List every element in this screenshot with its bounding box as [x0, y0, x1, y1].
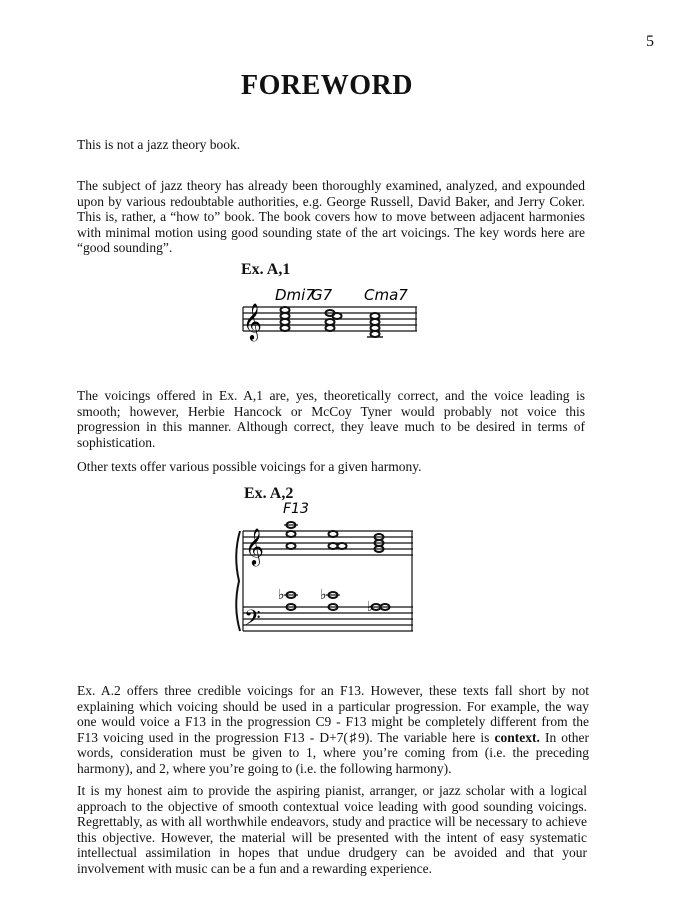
- example-a1-staff: [239, 276, 424, 346]
- paragraph-voicings: The voicings offered in Ex. A,1 are, yes, theoretically correct, and the voice leading is smooth; however, Herbie Hancock or McCoy Tyner would probably not voice this progression in this manner. Although correct, they leave much to be desired in terms of sophistication.: [77, 388, 585, 450]
- flat-icon: ♭: [320, 587, 327, 603]
- example-a1-label: Ex. A,1: [241, 261, 291, 278]
- paragraph-context-text: Ex. A.2 offers three credible voicings for an F13. However, these texts fall short by not explaining which voicing should be used in a particular progression. For example, the way one would voice a F13 in the progression C9 - F13 might be completely different from the F13 voicing used in the progression F13 - D+7(♯9). The variable here is: [77, 683, 589, 745]
- chord-symbol-g7: G7: [311, 286, 333, 304]
- paragraph-intro: This is not a jazz theory book.: [77, 137, 241, 152]
- chord-symbol-f13: F13: [283, 501, 309, 517]
- paragraph-context-text-end: In other words, consideration must be given to 1, where you’re coming from (i.e. the preceding harmony), and 2, where you’re going to (i.e. the following harmony).: [77, 729, 590, 776]
- treble-clef-icon: 𝄞: [243, 302, 262, 340]
- flat-icon: ♭: [367, 599, 374, 615]
- paragraph-subject: The subject of jazz theory has already been thoroughly examined, analyzed, and expounded upon by various redoubtable authorities, e.g. George Russell, David Baker, and Jerry Coker. This is, rather, a “how to” book. The book covers how to move between adjacent harmonies with minimal motion using good sounding state of the art voicings. The key words here are “good sounding”.: [77, 178, 585, 255]
- treble-clef-icon: 𝄞: [245, 527, 264, 565]
- chord-symbol-cma7: Cma7: [364, 286, 408, 304]
- page-number: 5: [646, 33, 654, 50]
- example-a2-grand-staff: [231, 495, 431, 645]
- paragraph-context: [77, 683, 589, 776]
- paragraph-other-texts: Other texts offer various possible voicings for a given harmony.: [77, 459, 422, 474]
- context-emphasis: context.: [494, 729, 540, 745]
- bass-clef-icon: 𝄢: [244, 606, 261, 636]
- paragraph-aim: It is my honest aim to provide the aspiring pianist, arranger, or jazz scholar with a logical approach to the objective of smooth contextual voice leading with good sounding voicings. Regrettably, as with all worthwhile endeavors, study and practice will be necessary to achieve this objective. However, the material will be presented with the intent of easy systematic intellectual assimilation in hopes that undue drudgery can be avoided and that your involvement with music can be a fun and a rewarding experience.: [77, 783, 587, 876]
- flat-icon: ♭: [278, 587, 285, 603]
- chord-symbol-dmi7: Dmi7: [275, 286, 315, 304]
- example-a2-label: Ex. A,2: [244, 485, 294, 502]
- page-title: FOREWORD: [241, 70, 413, 101]
